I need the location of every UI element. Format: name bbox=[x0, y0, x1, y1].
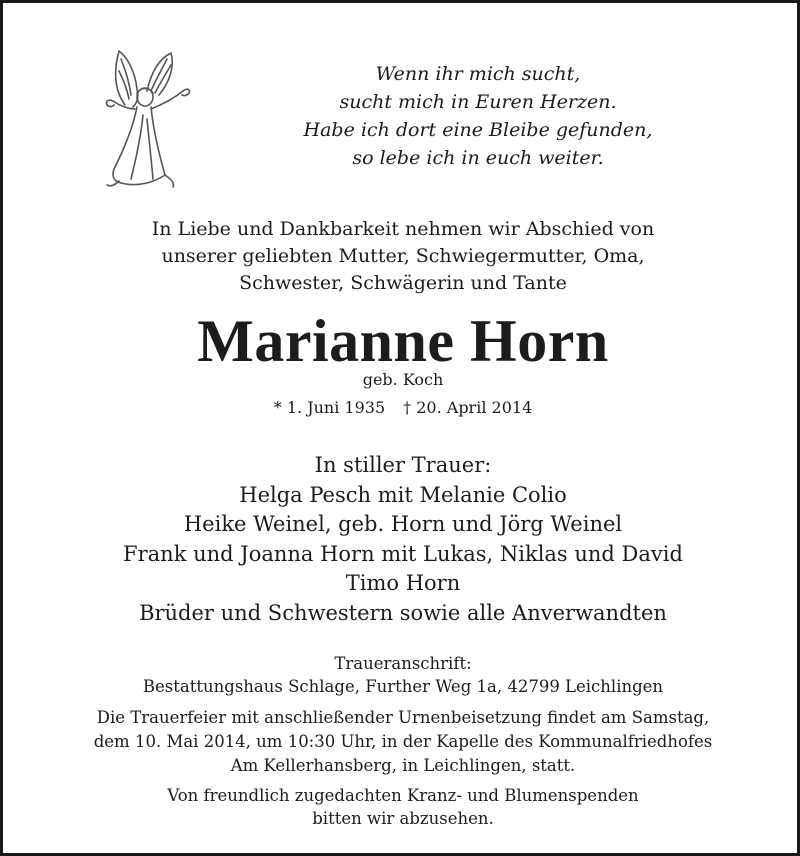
ceremony-line: dem 10. Mai 2014, um 10:30 Uhr, in der Kapelle des Kommunalfriedhofes bbox=[93, 732, 713, 751]
intro-line: Schwester, Schwägerin und Tante bbox=[239, 272, 567, 294]
death-date: † 20. April 2014 bbox=[403, 398, 533, 417]
mourner-line: Brüder und Schwestern sowie alle Anverwandten bbox=[139, 600, 667, 625]
mourner-line: Heike Weinel, geb. Horn und Jörg Weinel bbox=[183, 512, 623, 536]
flowers-line: Von freundlich zugedachten Kranz- und Blumenspenden bbox=[167, 786, 639, 805]
intro-line: In Liebe und Dankbarkeit nehmen wir Abschied von bbox=[151, 218, 655, 240]
mourner-line: Frank und Joanna Horn mit Lukas, Niklas und David bbox=[123, 541, 683, 566]
ceremony-line: Am Kellerhansberg, in Leichlingen, statt. bbox=[230, 756, 576, 775]
mourners-heading: In stiller Trauer: bbox=[314, 453, 492, 477]
flowers-line: bitten wir abzusehen. bbox=[312, 809, 494, 828]
poem-line: Wenn ihr mich sucht, bbox=[375, 63, 581, 85]
address-line: Bestattungshaus Schlage, Further Weg 1a, 42799 Leichlingen bbox=[142, 677, 664, 696]
flowers-note bbox=[43, 784, 763, 830]
ceremony-info bbox=[43, 706, 763, 778]
intro-text bbox=[63, 216, 743, 297]
maiden-name: geb. Koch bbox=[362, 370, 444, 389]
deceased-name: Marianne Horn bbox=[197, 308, 609, 374]
intro-line: unserer geliebten Mutter, Schwiegermutter, Oma, bbox=[161, 245, 645, 267]
mourning-address bbox=[43, 652, 763, 698]
mourner-line: Timo Horn bbox=[345, 571, 461, 595]
poem-line: Habe ich dort eine Bleibe gefunden, bbox=[303, 119, 653, 141]
mourners-list bbox=[43, 451, 763, 628]
birth-date: * 1. Juni 1935 bbox=[273, 398, 386, 417]
poem-line: so lebe ich in euch weiter. bbox=[352, 147, 604, 169]
ceremony-line: Die Trauerfeier mit anschließender Urnenbeisetzung findet am Samstag, bbox=[96, 708, 710, 727]
poem-line: sucht mich in Euren Herzen. bbox=[339, 91, 617, 113]
angel-icon bbox=[85, 43, 203, 191]
mourner-line: Helga Pesch mit Melanie Colio bbox=[239, 482, 567, 507]
life-dates bbox=[203, 397, 603, 419]
address-heading: Traueranschrift: bbox=[334, 654, 472, 673]
poem bbox=[263, 60, 693, 172]
